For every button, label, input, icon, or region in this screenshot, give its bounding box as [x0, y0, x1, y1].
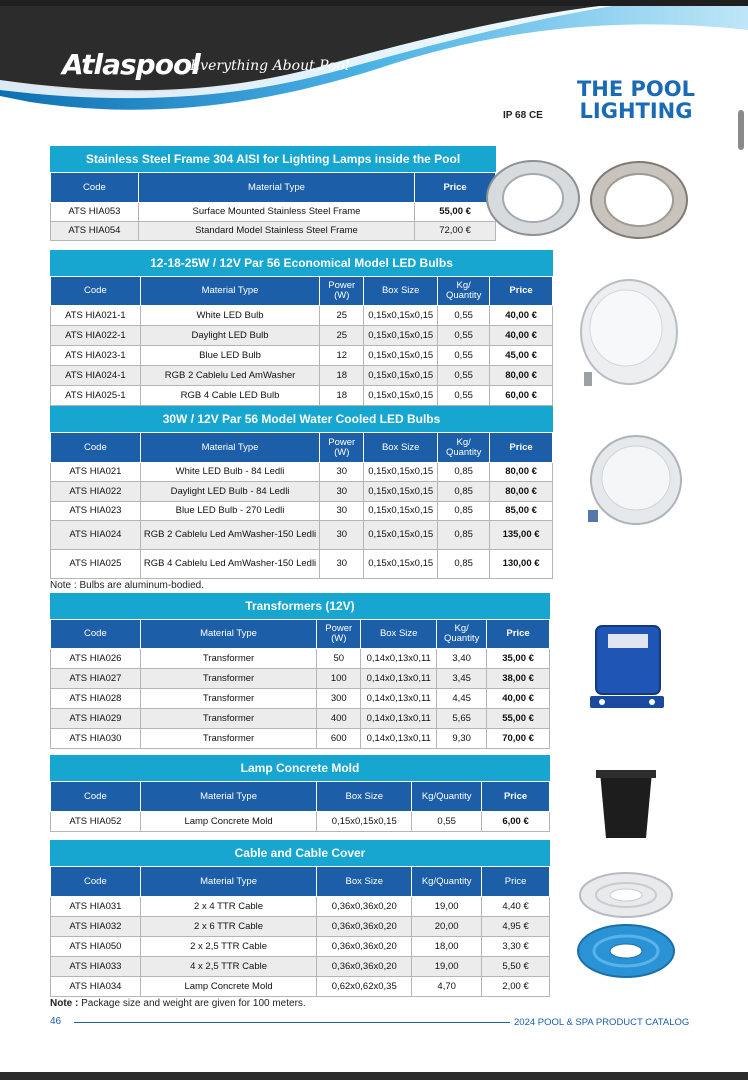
col-price: Price — [415, 173, 496, 203]
table-row — [51, 812, 550, 832]
cell-code: ATS HIA025 — [51, 550, 141, 579]
cell-material: Daylight LED Bulb — [140, 326, 319, 346]
col-code: Code — [51, 173, 139, 203]
white-cable-coil-image — [578, 870, 674, 920]
cell-material: RGB 4 Cable LED Bulb — [140, 386, 319, 406]
cell-power: 25 — [320, 306, 364, 326]
cell-power: 600 — [317, 729, 361, 749]
cell-code: ATS HIA022 — [51, 482, 141, 502]
cell-price: 70,00 € — [487, 729, 550, 749]
cell-price: 4,40 € — [482, 897, 550, 917]
cell-price: 60,00 € — [490, 386, 553, 406]
col-box-size: Box Size — [317, 782, 412, 812]
cell-power: 25 — [320, 326, 364, 346]
cell-kg: 19,00 — [412, 897, 482, 917]
cell-power: 400 — [317, 709, 361, 729]
cell-price: 5,50 € — [482, 957, 550, 977]
cell-box-size: 0,36x0,36x0,20 — [317, 897, 412, 917]
cell-price: 2,00 € — [482, 977, 550, 997]
cell-power: 50 — [317, 649, 361, 669]
table-row — [51, 482, 553, 502]
col-code: Code — [51, 433, 141, 463]
cell-price: 80,00 € — [490, 482, 553, 502]
cell-power: 100 — [317, 669, 361, 689]
table-row — [51, 386, 553, 406]
col-material: Material Type — [140, 620, 317, 649]
cell-power: 30 — [320, 521, 364, 550]
cell-box-size: 0,14x0,13x0,11 — [361, 729, 437, 749]
cell-box-size: 0,36x0,36x0,20 — [317, 957, 412, 977]
water-cooled-bulbs-table — [50, 432, 553, 579]
cell-box-size: 0,15x0,15x0,15 — [364, 482, 438, 502]
cell-box-size: 0,15x0,15x0,15 — [364, 306, 438, 326]
cell-price: 80,00 € — [490, 366, 553, 386]
table-row — [51, 222, 496, 241]
cell-material: Transformer — [140, 669, 317, 689]
cell-material: Blue LED Bulb — [140, 346, 319, 366]
par56-led-bulb-image — [576, 276, 682, 394]
cell-code: ATS HIA031 — [51, 897, 141, 917]
cell-kg: 0,55 — [438, 346, 490, 366]
col-code: Code — [51, 277, 141, 306]
cell-box-size: 0,15x0,15x0,15 — [364, 386, 438, 406]
cell-code: ATS HIA054 — [51, 222, 139, 241]
cable-table — [50, 866, 550, 997]
table-row — [51, 326, 553, 346]
cell-code: ATS HIA023 — [51, 502, 141, 521]
cell-code: ATS HIA034 — [51, 977, 141, 997]
cell-box-size: 0,15x0,15x0,15 — [364, 346, 438, 366]
cell-kg: 18,00 — [412, 937, 482, 957]
brand-tagline: Everything About Pool — [190, 58, 350, 74]
cell-price: 130,00 € — [490, 550, 553, 579]
col-kg: Kg/ Quantity — [437, 620, 487, 649]
cell-price: 45,00 € — [490, 346, 553, 366]
col-power: Power (W) — [317, 620, 361, 649]
cable-note-text: Package size and weight are given for 100 meters. — [78, 998, 306, 1009]
cell-kg: 0,55 — [412, 812, 482, 832]
bulb-note: Note : Bulbs are aluminum-bodied. — [50, 580, 204, 591]
blue-cable-cover-image — [576, 922, 676, 980]
table-row — [51, 502, 553, 521]
table-row — [51, 203, 496, 222]
cell-code: ATS HIA021-1 — [51, 306, 141, 326]
cell-power: 12 — [320, 346, 364, 366]
cell-code: ATS HIA025-1 — [51, 386, 141, 406]
cell-material: Surface Mounted Stainless Steel Frame — [138, 203, 414, 222]
cell-price: 35,00 € — [487, 649, 550, 669]
cell-box-size: 0,15x0,15x0,15 — [364, 366, 438, 386]
cell-box-size: 0,62x0,62x0,35 — [317, 977, 412, 997]
cell-material: RGB 2 Cablelu Led AmWasher-150 Ledli — [140, 521, 320, 550]
table-row — [51, 346, 553, 366]
cell-code: ATS HIA024 — [51, 521, 141, 550]
cell-power: 30 — [320, 463, 364, 482]
cell-box-size: 0,14x0,13x0,11 — [361, 649, 437, 669]
col-kg: Kg/Quantity — [412, 782, 482, 812]
col-box-size: Box Size — [361, 620, 437, 649]
col-material: Material Type — [140, 277, 319, 306]
section-title-cable: Cable and Cable Cover — [50, 840, 550, 866]
cell-power: 30 — [320, 482, 364, 502]
water-cooled-led-bulb-image — [584, 432, 684, 532]
page-number: 46 — [50, 1016, 62, 1027]
catalog-name: 2024 POOL & SPA PRODUCT CATALOG — [514, 1017, 690, 1028]
cell-material: 2 x 6 TTR Cable — [140, 917, 317, 937]
col-price: Price — [490, 433, 553, 463]
cell-power: 300 — [317, 689, 361, 709]
cell-box-size: 0,15x0,15x0,15 — [364, 521, 438, 550]
cell-material: 2 x 2,5 TTR Cable — [140, 937, 317, 957]
cell-kg: 20,00 — [412, 917, 482, 937]
table-row — [51, 306, 553, 326]
cell-kg: 3,45 — [437, 669, 487, 689]
steel-frame-image-1 — [484, 158, 582, 238]
cell-price: 135,00 € — [490, 521, 553, 550]
cell-code: ATS HIA021 — [51, 463, 141, 482]
steel-frame-image-2 — [588, 160, 690, 240]
cell-code: ATS HIA027 — [51, 669, 141, 689]
section-title-concrete-mold: Lamp Concrete Mold — [50, 755, 550, 781]
cell-box-size: 0,15x0,15x0,15 — [364, 326, 438, 346]
table-row — [51, 729, 550, 749]
cell-material: Lamp Concrete Mold — [140, 977, 317, 997]
col-kg: Kg/Quantity — [412, 867, 482, 897]
cell-material: Transformer — [140, 729, 317, 749]
col-box-size: Box Size — [364, 277, 438, 306]
cell-kg: 0,55 — [438, 366, 490, 386]
cell-price: 80,00 € — [490, 463, 553, 482]
concrete-mold-table — [50, 781, 550, 832]
cell-kg: 19,00 — [412, 957, 482, 977]
cell-box-size: 0,14x0,13x0,11 — [361, 689, 437, 709]
cell-material: Daylight LED Bulb - 84 Ledli — [140, 482, 320, 502]
col-material: Material Type — [140, 433, 320, 463]
table-row — [51, 463, 553, 482]
cell-kg: 0,85 — [438, 550, 490, 579]
cell-price: 85,00 € — [490, 502, 553, 521]
page-title-line2: LIGHTING — [579, 99, 693, 123]
cell-kg: 0,55 — [438, 326, 490, 346]
col-price: Price — [482, 867, 550, 897]
cell-price: 40,00 € — [487, 689, 550, 709]
cell-material: RGB 4 Cablelu Led AmWasher-150 Ledli — [140, 550, 320, 579]
col-material: Material Type — [140, 782, 317, 812]
cell-box-size: 0,15x0,15x0,15 — [364, 502, 438, 521]
table-row — [51, 917, 550, 937]
cell-code: ATS HIA022-1 — [51, 326, 141, 346]
cell-box-size: 0,36x0,36x0,20 — [317, 937, 412, 957]
cell-material: RGB 2 Cablelu Led AmWasher — [140, 366, 319, 386]
cell-power: 30 — [320, 550, 364, 579]
table-row — [51, 957, 550, 977]
page-title-line1: THE POOL — [576, 77, 696, 101]
cell-code: ATS HIA028 — [51, 689, 141, 709]
cell-code: ATS HIA032 — [51, 917, 141, 937]
transformers-table — [50, 619, 550, 749]
section-title-water-cooled-bulbs: 30W / 12V Par 56 Model Water Cooled LED Bulbs — [50, 406, 553, 432]
cell-power: 30 — [320, 502, 364, 521]
cell-kg: 9,30 — [437, 729, 487, 749]
concrete-mold-image — [594, 768, 658, 844]
cell-code: ATS HIA030 — [51, 729, 141, 749]
table-row — [51, 649, 550, 669]
col-material: Material Type — [138, 173, 414, 203]
cell-price: 72,00 € — [415, 222, 496, 241]
col-power: Power (W) — [320, 277, 364, 306]
section-title-steel-frame: Stainless Steel Frame 304 AISI for Lighting Lamps inside the Pool — [50, 146, 496, 172]
cell-material: Blue LED Bulb - 270 Ledli — [140, 502, 320, 521]
transformer-image — [588, 620, 666, 714]
cell-code: ATS HIA029 — [51, 709, 141, 729]
section-title-transformers: Transformers (12V) — [50, 593, 550, 619]
table-row — [51, 550, 553, 579]
col-power: Power (W) — [320, 433, 364, 463]
cell-kg: 0,55 — [438, 386, 490, 406]
cell-box-size: 0,15x0,15x0,15 — [364, 463, 438, 482]
cell-kg: 3,40 — [437, 649, 487, 669]
cable-note — [50, 998, 306, 1009]
cell-material: Lamp Concrete Mold — [140, 812, 317, 832]
cell-kg: 0,85 — [438, 521, 490, 550]
steel-frame-table — [50, 172, 496, 241]
cell-price: 4,95 € — [482, 917, 550, 937]
cell-power: 18 — [320, 386, 364, 406]
col-price: Price — [487, 620, 550, 649]
page-title — [566, 78, 706, 122]
col-price: Price — [482, 782, 550, 812]
cell-kg: 4,45 — [437, 689, 487, 709]
cell-material: Transformer — [140, 689, 317, 709]
cell-material: 4 x 2,5 TTR Cable — [140, 957, 317, 977]
col-kg: Kg/ Quantity — [438, 277, 490, 306]
cell-price: 40,00 € — [490, 306, 553, 326]
cell-kg: 5,65 — [437, 709, 487, 729]
table-row — [51, 669, 550, 689]
cable-note-label: Note : — [50, 998, 79, 1009]
cell-box-size: 0,36x0,36x0,20 — [317, 917, 412, 937]
cell-material: Transformer — [140, 649, 317, 669]
cell-box-size: 0,15x0,15x0,15 — [317, 812, 412, 832]
cell-kg: 0,55 — [438, 306, 490, 326]
brand-logo: Atlaspool — [62, 48, 200, 81]
table-row — [51, 366, 553, 386]
col-box-size: Box Size — [364, 433, 438, 463]
col-material: Material Type — [140, 867, 317, 897]
cell-code: ATS HIA033 — [51, 957, 141, 977]
table-row — [51, 937, 550, 957]
ip-rating: IP 68 CE — [503, 110, 543, 121]
cell-material: White LED Bulb - 84 Ledli — [140, 463, 320, 482]
footer-divider — [74, 1022, 510, 1023]
bottom-border — [0, 1072, 748, 1080]
cell-code: ATS HIA026 — [51, 649, 141, 669]
cell-code: ATS HIA024-1 — [51, 366, 141, 386]
cell-kg: 0,85 — [438, 463, 490, 482]
cell-code: ATS HIA050 — [51, 937, 141, 957]
economical-bulbs-table — [50, 276, 553, 406]
cell-price: 55,00 € — [415, 203, 496, 222]
cell-kg: 0,85 — [438, 502, 490, 521]
col-code: Code — [51, 867, 141, 897]
col-code: Code — [51, 782, 141, 812]
table-row — [51, 709, 550, 729]
table-row — [51, 897, 550, 917]
cell-price: 6,00 € — [482, 812, 550, 832]
cell-price: 38,00 € — [487, 669, 550, 689]
scroll-indicator — [738, 110, 744, 150]
cell-material: 2 x 4 TTR Cable — [140, 897, 317, 917]
cell-box-size: 0,15x0,15x0,15 — [364, 550, 438, 579]
col-kg: Kg/ Quantity — [438, 433, 490, 463]
table-row — [51, 977, 550, 997]
section-title-economical-bulbs: 12-18-25W / 12V Par 56 Economical Model LED Bulbs — [50, 250, 553, 276]
table-row — [51, 521, 553, 550]
cell-material: Standard Model Stainless Steel Frame — [138, 222, 414, 241]
cell-code: ATS HIA052 — [51, 812, 141, 832]
cell-price: 3,30 € — [482, 937, 550, 957]
cell-price: 55,00 € — [487, 709, 550, 729]
cell-price: 40,00 € — [490, 326, 553, 346]
cell-code: ATS HIA053 — [51, 203, 139, 222]
col-box-size: Box Size — [317, 867, 412, 897]
table-row — [51, 689, 550, 709]
cell-material: White LED Bulb — [140, 306, 319, 326]
cell-box-size: 0,14x0,13x0,11 — [361, 709, 437, 729]
cell-kg: 4,70 — [412, 977, 482, 997]
cell-kg: 0,85 — [438, 482, 490, 502]
col-code: Code — [51, 620, 141, 649]
cell-code: ATS HIA023-1 — [51, 346, 141, 366]
cell-material: Transformer — [140, 709, 317, 729]
cell-box-size: 0,14x0,13x0,11 — [361, 669, 437, 689]
cell-power: 18 — [320, 366, 364, 386]
col-price: Price — [490, 277, 553, 306]
